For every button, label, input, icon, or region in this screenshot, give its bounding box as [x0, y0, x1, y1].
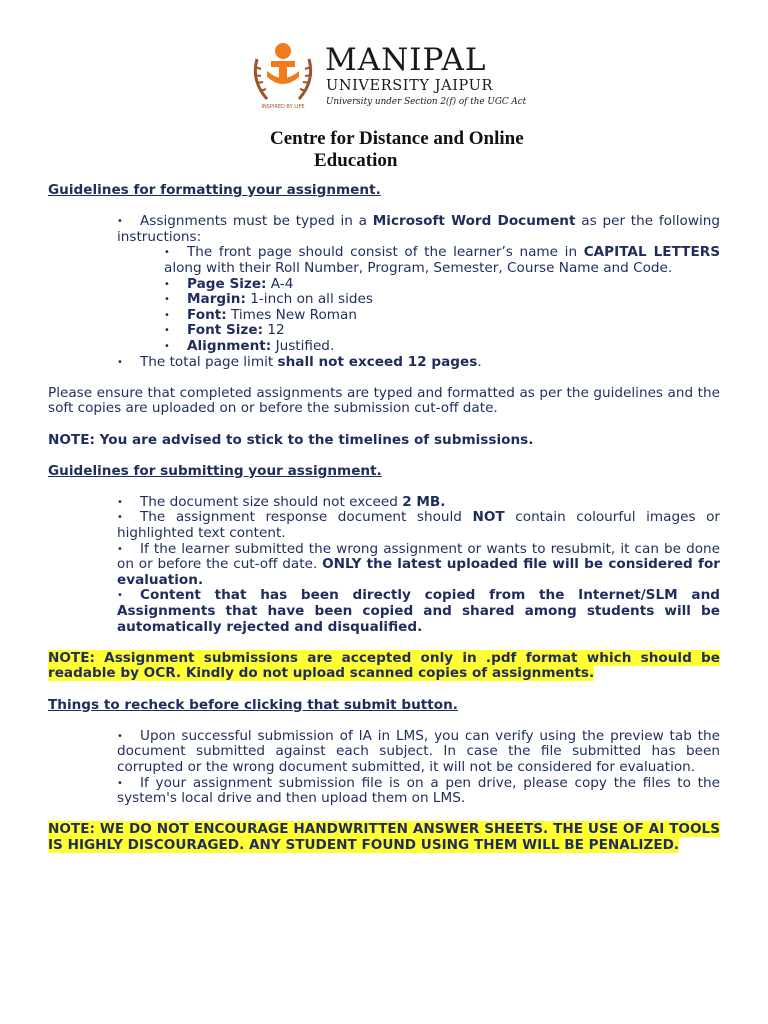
- list-item: • Font: Times New Roman: [164, 308, 720, 324]
- list-item: • If the learner submitted the wrong assignment or wants to resubmit, it can be done on or before the cut-off date. ONLY the latest uploaded file will be considered for evaluation.: [117, 542, 720, 589]
- list-item: • Upon successful submission of IA in LMS, you can verify using the preview tab the document submitted against each subject. In case the file submitted has been corrupted or the wrong document submitted, it will not be considered for evaluation.: [117, 729, 720, 776]
- logo-name: MANIPAL: [325, 42, 487, 78]
- section-heading-submitting: Guidelines for submitting your assignment.: [48, 462, 382, 479]
- logo-subname: UNIVERSITY JAIPUR: [326, 78, 493, 94]
- title-line1: Centre for Distance and Online: [270, 128, 524, 149]
- list-item: • Margin: 1-inch on all sides: [164, 292, 720, 308]
- list-item: • Page Size: A-4: [164, 277, 720, 293]
- list-item: • The total page limit shall not exceed 12 pages.: [117, 355, 720, 371]
- list-item: • If your assignment submission file is on a pen drive, please copy the files to the system's local drive and then upload them on LMS.: [117, 776, 720, 807]
- highlighted-note: NOTE: WE DO NOT ENCOURAGE HANDWRITTEN ANSWER SHEETS. THE USE OF AI TOOLS IS HIGHLY DISCOURAGED. ANY STUDENT FOUND USING THEM WILL BE PENALIZED.: [48, 821, 720, 853]
- formatting-list: [117, 214, 720, 370]
- paragraph: Please ensure that completed assignments are typed and formatted as per the guidelines and the soft copies are uploaded on or before the submission cut-off date.: [48, 384, 720, 417]
- university-emblem-icon: [249, 41, 317, 111]
- submitting-list: [117, 495, 720, 635]
- university-logo: [249, 41, 529, 113]
- list-item: • Assignments must be typed in a Microsoft Word Document as per the following instructions: • The front page should consist of the learner’s name in CAPITAL LETTERS along with their Roll Number, Program, Semester, Course Name and Code. • Page Size: A-4 • Margin: 1-inch on all sides • Font: Times New Roman • Font Size: 12 • Alignment: Justified.: [117, 214, 720, 354]
- document-body: [48, 183, 720, 854]
- section-heading-recheck: Things to recheck before clicking that submit button.: [48, 696, 458, 713]
- list-item: • Content that has been directly copied from the Internet/SLM and Assignments that have been copied and shared among students will be automatically rejected and disqualified.: [117, 588, 720, 635]
- recheck-list: [117, 729, 720, 807]
- note: NOTE: You are advised to stick to the timelines of submissions.: [48, 431, 534, 448]
- logo-act: University under Section 2(f) of the UGC Act: [326, 97, 527, 107]
- list-item: • The assignment response document should NOT contain colourful images or highlighted text content.: [117, 510, 720, 541]
- title-line2: Education: [314, 150, 398, 171]
- list-item: • Font Size: 12: [164, 323, 720, 339]
- list-item: • The document size should not exceed 2 MB.: [117, 495, 720, 511]
- list-item: • Alignment: Justified.: [164, 339, 720, 355]
- page-title: [270, 128, 570, 172]
- formatting-sublist: [164, 245, 720, 354]
- highlighted-note: NOTE: Assignment submissions are accepted only in .pdf format which should be readable by OCR. Kindly do not upload scanned copies of assignments.: [48, 649, 720, 682]
- list-item: • The front page should consist of the learner’s name in CAPITAL LETTERS along with their Roll Number, Program, Semester, Course Name and Code.: [164, 245, 720, 276]
- logo-motto: INSPIRED BY LIFE: [261, 104, 305, 110]
- section-heading-formatting: Guidelines for formatting your assignment.: [48, 182, 381, 198]
